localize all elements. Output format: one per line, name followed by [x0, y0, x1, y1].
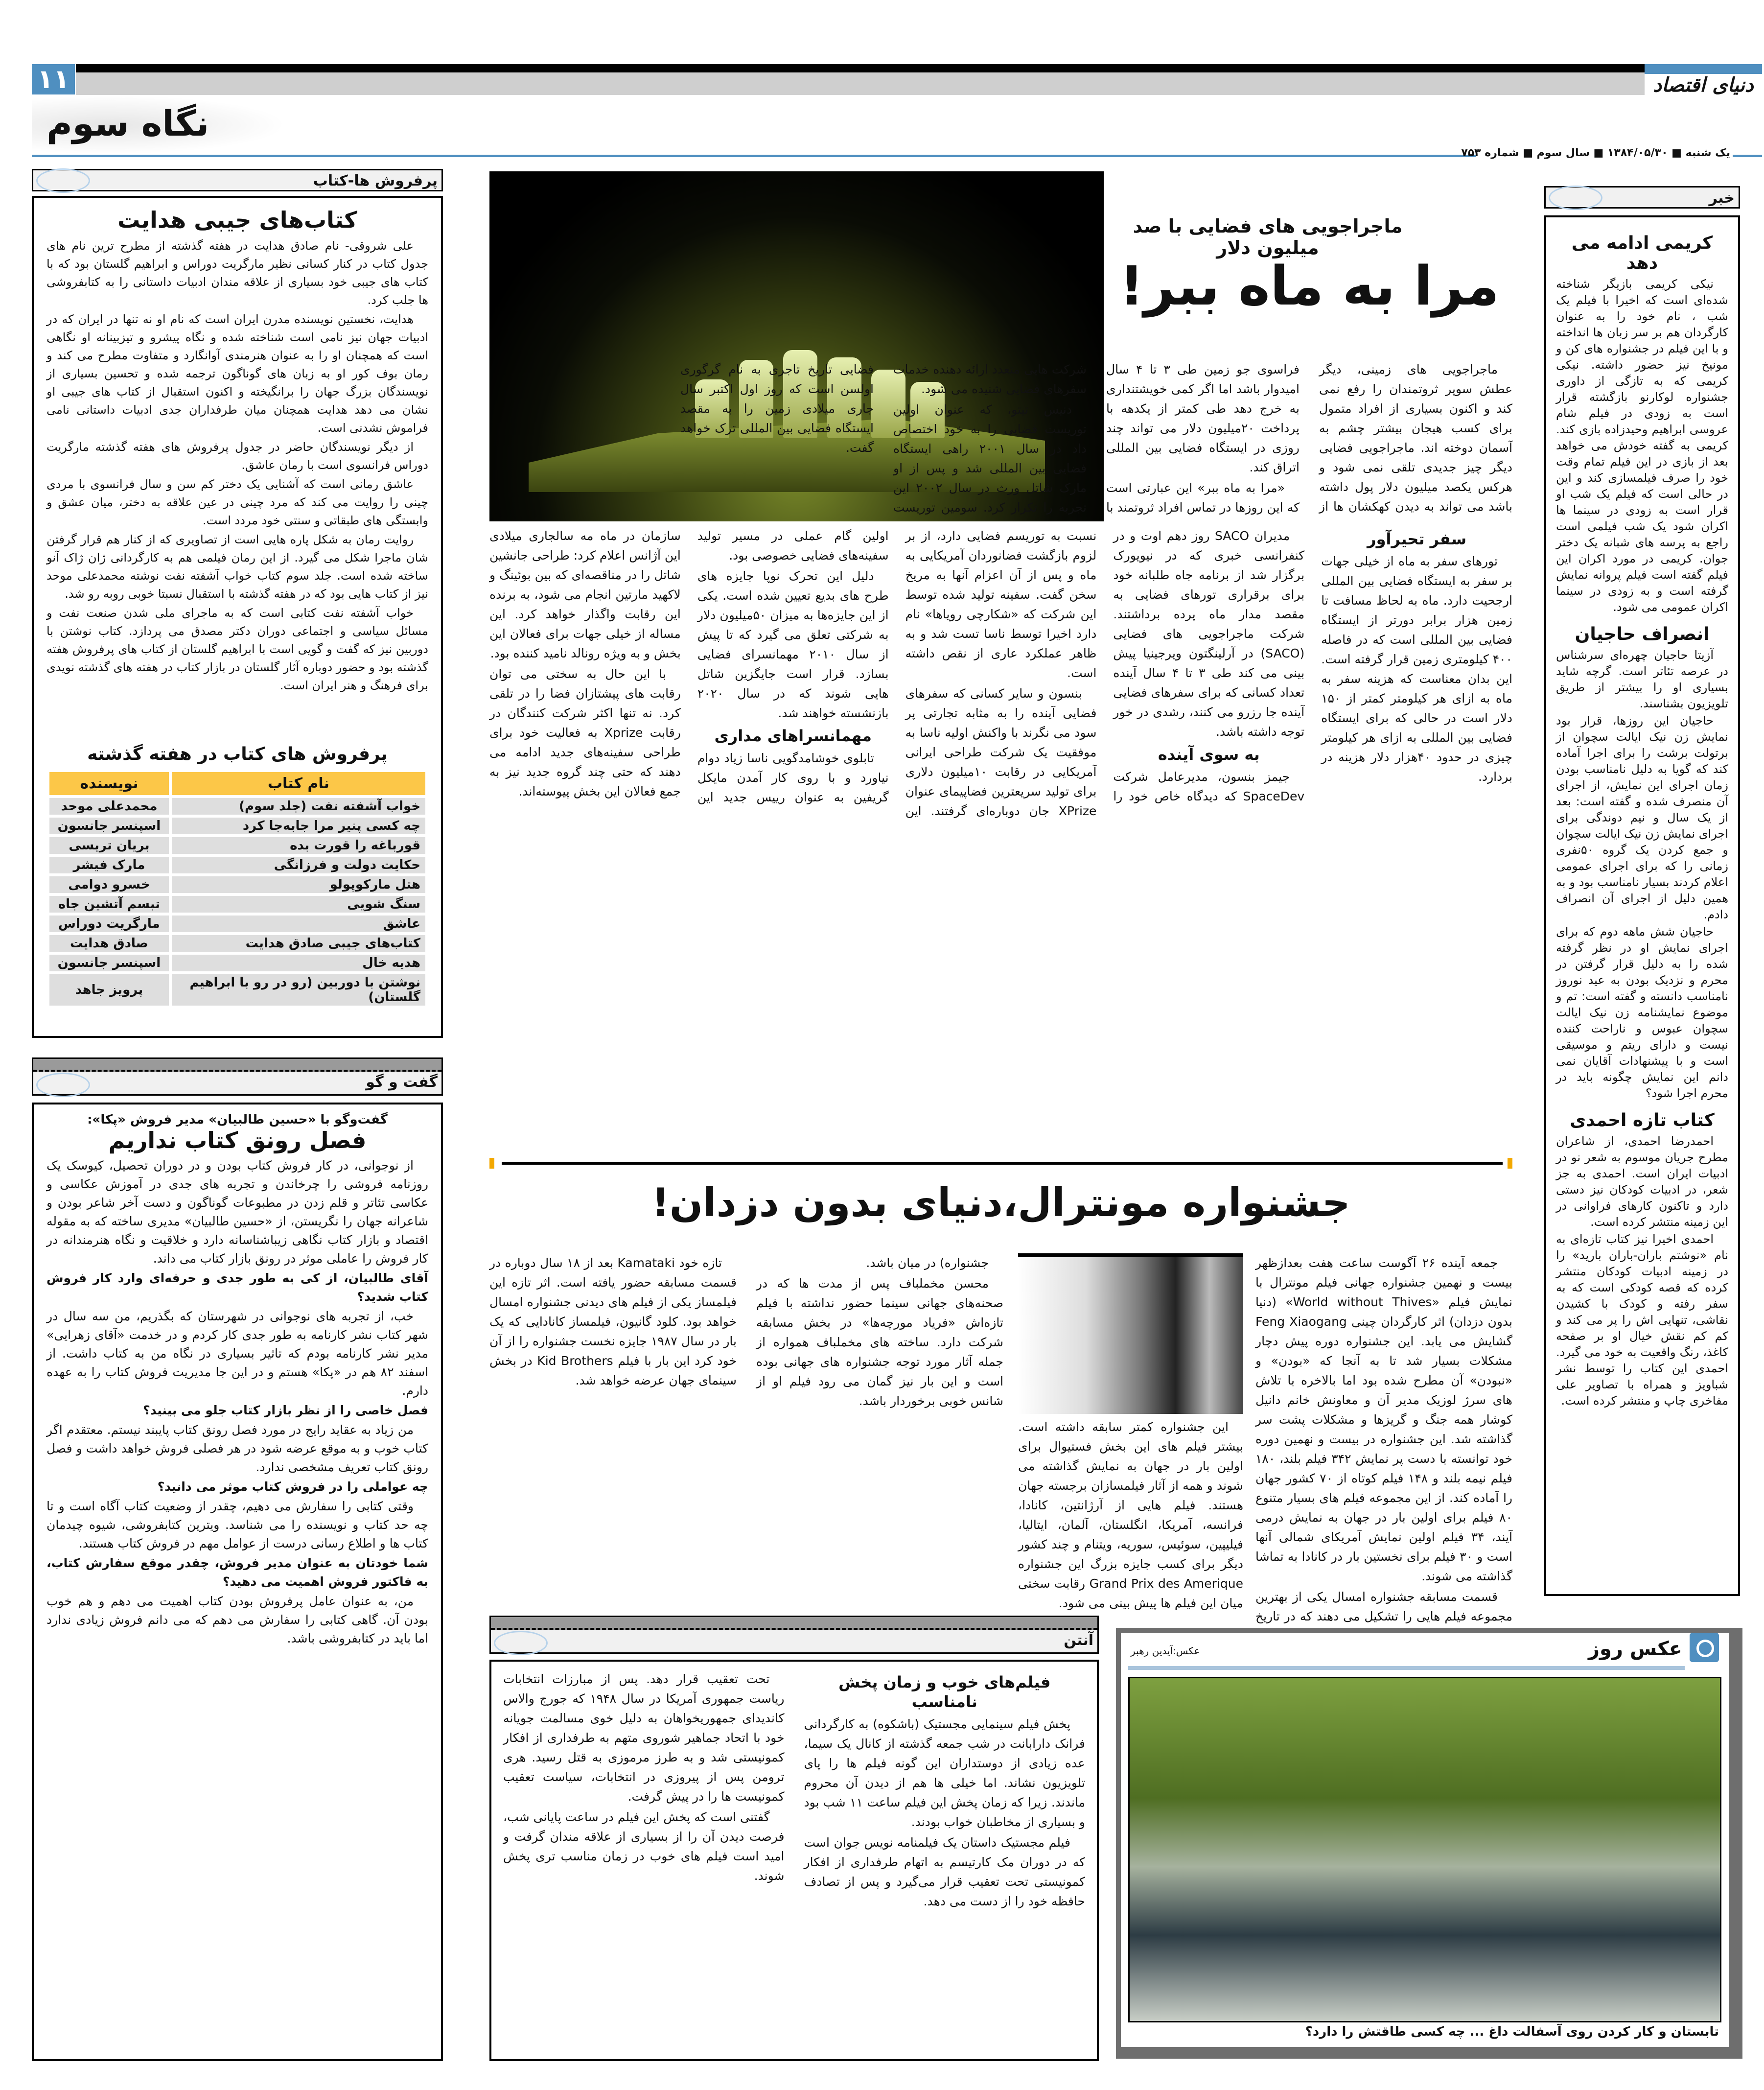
header-bar	[33, 1059, 441, 1072]
article-title: فیلم‌های خوب و زمان پخش نامناسب	[838, 1673, 1051, 1711]
table-row	[49, 818, 425, 834]
paragraph: تحت تعقیب قرار دهد. پس از مبارزات انتخابات ریاست جمهوری آمریکا در سال ۱۹۴۸ که جورج والاس کاندیدای جمهوریخواهان به دلیل خوی مسالمت جویانه خود با اتحاد جماهیر شوروی متهم به طرفداری از افکار کمونیستی شد و به طرز مرموزی به قتل رسید. هری ترومن پس از پیروزی در انتخابات، سیاست تعقیب کمونیست ها را در پیش گرفت.	[503, 1672, 785, 1804]
paragraph: تازه خود Kamataki بعد از ۱۸ سال دوباره در قسمت مسابقه حضور یافته است. اثر تازه این فیلمساز یکی از فیلم های دیدنی جشنواره امسال خواهد بود. کلود گانیون، فیلمساز کانادایی که یک بار در سال ۱۹۸۷ جایزه نخست جشنواره را از آن خود کرد این بار با فیلم Kid Brothers در بخش سینمای جهان عرضه خواهد شد.	[489, 1256, 737, 1387]
book-title-cell: هتل مارکوپولو	[172, 876, 425, 893]
table-row	[49, 935, 425, 952]
bestsellers-article	[32, 196, 443, 1038]
author-cell: مارگریت دوراس	[49, 916, 169, 932]
bestsellers-table	[46, 769, 428, 1009]
masthead-bar	[76, 64, 1645, 72]
paragraph: بنسون و سایر کسانی که سفرهای فضایی آینده را به مثابه تجارتی پر سود می نگرند با واکنش اولیه ناسا به موفقیت یک شرکت طراحی ایرانی آمریکایی در رقابت ۱۰میلیون دلاری برای تولید سریعترین فضاپیمای عنوان XPrize جان دوباره‌ای گرفتند. این اولین گام عملی در مسیر تولید سفینه‌های فضایی خصوصی بود.	[697, 529, 1097, 818]
news-item-body	[1556, 647, 1728, 1102]
book-title-cell: نوشتن با دوربین (رو در رو با ابراهیم گلستان)	[172, 974, 425, 1006]
column-header-author: نویسنده	[49, 772, 169, 795]
interview-question: آقای طالبیان، از کی به طور جدی و حرفه‌ای وارد کار فروش کتاب شدید؟	[46, 1271, 428, 1304]
author-cell: صادق هدایت	[49, 935, 169, 952]
paragraph: تابلوی خوشامدگویی ناسا زیاد دوام نیاورد و با روی کار آمدن مایکل گریفین به عنوان رییس جدید این سازمان در ماه مه سالجاری میلادی این آژانس اعلام کرد: طراحی جانشین شاتل را در مناقصه‌ای که بین بوئینگ و لاکهید مارتین انجام می شود، به برنده این رقابت واگذار خواهد کرد. این مساله از خیلی جهات برای فعالان این بخش و به ویژه رونالد نامید کننده بود.	[489, 529, 889, 804]
asphalt-worker-photo	[1128, 1677, 1721, 2022]
paragraph: احمدی اخیرا نیز کتاب تازه‌ای به نام «نوشتم باران-باران بارید» را در زمینه ادبیات کودکان منتشر کرده که قصه کودکی است که به سفر رفته و کودک با کشیدن نقاشی، تنهایی اش را پر می کند و کم کم نقش خیال او بر صفحه کاغذ، رنگ واقعیت به خود می گیرد. احمدی این کتاب را توسط نشر شباویز و همراه با تصاویر علی مفاخری چاپ و منتشر کرده است.	[1556, 1232, 1728, 1408]
news-item-title: انصراف حاجیان	[1575, 624, 1710, 644]
book-title-cell: قورباغه را قورت بده	[172, 837, 425, 854]
article-kicker: گفت‌وگو با «حسین طالبیان» مدیر فروش «پکا»:	[87, 1112, 388, 1127]
news-section-header	[1544, 186, 1740, 209]
subhead: مهمانسراهای مداری	[714, 727, 872, 745]
author-cell: بریان تریسی	[49, 837, 169, 854]
author-cell: اسپنسر جانسون	[49, 818, 169, 834]
article-title: فصل رونق کتاب نداریم	[108, 1127, 367, 1153]
subhead: سفر تحیرآور	[1367, 530, 1467, 548]
paragraph: جشنواره) در میان باشد.	[866, 1256, 989, 1270]
book-title-cell: عاشق	[172, 916, 425, 932]
paragraph: قسمت مسابقه جشنواره امسال یکی از بهترین مجموعه فیلم هایی را تشکیل می دهند که در تاریخ	[1255, 1590, 1512, 1623]
section-label: پرفروش ها-کتاب	[313, 172, 438, 189]
paragraph: از دیگر نویسندگان حاضر در جدول پرفروش های هفته گذشته مارگریت دوراس فرانسوی است با رمان عاشق.	[46, 440, 428, 472]
table-row	[49, 974, 425, 1006]
page-number: ۱۱	[32, 64, 75, 94]
interview-question: چه عواملی را در فروش کتاب موثر می دانید؟	[157, 1479, 428, 1494]
table-row	[49, 798, 425, 815]
article-body-under-photo	[1018, 1417, 1243, 1610]
photo-caption: تابستان و کار کردن روی آسفالت داغ ... چه کسی طاقتش را دارد؟	[1305, 2024, 1719, 2039]
article-body-right	[1255, 1253, 1512, 1623]
paragraph: عاشق رمانی است که آشنایی یک دختر کم سن و سال فرانسوی با مردی چینی را روایت می کند که مرد چینی در عین علاقه به دختر، میان عشق و وابستگی های طبقاتی و سنتی خود مردد است.	[46, 477, 428, 527]
paragraph: ماجراجویی های زمینی، دیگر عطش سوپر ثروتمندان را رفع نمی کند و اکنون بسیاری از افراد متمول برای کسب هیجان بیشتر چشم به آسمان دوخته اند. ماجراجویی فضایی دیگر چیز جدیدی تلقی نمی شود و هرکس یکصد میلیون دلار پول داشته باشد می تواند به دیدن کهکشان ها از فراسوی جو زمین طی ۳ تا ۴ سال امیدوار باشد اما اگر کمی خویشتنداری به خرج دهد طی کمتر از یکدهه با پرداخت ۲۰میلیون دلار می تواند چند روزی در ایستگاه فضایی بین المللی اتراق کند.	[1106, 362, 1512, 514]
book-title-cell: هدیه خال	[172, 955, 425, 971]
paragraph: احمدرضا احمدی، از شاعران مطرح جریان موسوم به شعر نو در ادبیات ایران است. احمدی به جز شعر، در ادبیات کودکان نیز دستی دارد و تاکنون کارهای فراوانی در این زمینه منتشر کرده است.	[1556, 1134, 1728, 1229]
book-title-cell: سنگ شویی	[172, 896, 425, 913]
paragraph: این جشنواره کمتر سابقه داشته است. بیشتر فیلم های این بخش فستیوال برای اولین بار در جهان به نمایش گذاشته می شوند و همه از آثار فیلمسازان برجسته جهان هستند. فیلم هایی از آرژانتین، کانادا، فرانسه، آمریکا، انگلستان، آلمان، ایتالیا، فیلیپین، سوئیس، سوریه، ویتنام و چند کشور دیگر برای کسب جایزه بزرگ این جشنواره Grand Prix des Amerique رقابت سختی میان این فیلم ها پیش بینی می شود.	[1018, 1420, 1243, 1610]
header-bar	[491, 1617, 1097, 1630]
table-body	[49, 798, 425, 1006]
newspaper-logo: دنیای اقتصاد	[1653, 73, 1754, 96]
globe-icon	[1549, 186, 1602, 210]
logo-block	[1645, 64, 1762, 74]
section-marker	[1508, 1158, 1512, 1169]
author-cell: پرویز جاهد	[49, 974, 169, 1006]
news-item-title: کتاب تازه احمدی	[1570, 1110, 1715, 1130]
paragraph: علی شروقی- نام صادق هدایت در هفته گذشته از مطرح ترین نام های جدول کتاب در کنار کسانی نظیر مارگریت دوراس و ابراهیم گلستان بود که با کتاب های جیبی خود بسیاری از علاقه مندان ادبیات داستانی را به کتابفروشی ها جلب کرد.	[46, 239, 428, 307]
paragraph: روایت رمان به شکل پاره هایی است از تصاویری که از کنار هم قرار گرفتن شان ماجرا شکل می گیرد. از این رمان فیلمی هم به کارگردانی ژان ژاک آنو ساخته شده است. جلد سوم کتاب خواب آشفته نفت نوشته محمدعلی موحد نیز از کتاب هایی بود که در هفته گذشته با استقبال نسبتا خوبی روبه رو شد.	[46, 533, 428, 601]
article-headline: جشنواره مونترال،دنیای بدون دزدان!	[651, 1180, 1350, 1225]
globe-icon	[36, 1073, 90, 1097]
subhead: به سوی آینده	[1158, 745, 1260, 764]
table-row	[49, 857, 425, 873]
section-rule	[502, 1162, 1503, 1165]
photo-credit: عکس:آیدین رهبر	[1131, 1645, 1200, 1657]
paragraph: با این حال به سختی می توان رقابت های پیشتازان فضا را در تلقی کرد. نه تنها اکثر شرکت کنندگان در رقابت Xprize به فعالیت خود برای طراحی سفینه‌های جدید ادامه می دهند که حتی چند گروه جدید نیز به جمع فعالان این بخش پیوسته‌اند.	[489, 667, 681, 798]
antenna-section-header	[489, 1616, 1099, 1654]
book-title-cell: خواب آشفته نفت (جلد سوم)	[172, 798, 425, 815]
paragraph: گفتنی است که پخش این فیلم در ساعت پایانی شب، فرصت دیدن آن را از بسیاری از علاقه مندان گرفت و امید است فیلم های خوب در زمان مناسب تری پخش شوند.	[503, 1810, 785, 1883]
table-row	[49, 876, 425, 893]
header-divider-end	[1733, 155, 1762, 157]
camera-icon	[1690, 1633, 1719, 1662]
paragraph: هدایت، نخستین نویسنده مدرن ایران است که نام او نه تنها در ایران که در ادبیات جهان نیز نامی است شناخته شده و نگاه پیشرو و تیزبینانه او نگاهی است که همچنان او را به عنوان هنرمندی آوانگارد و متفاوت مطرح می کند و رمان بوف کور او به زبان های گوناگون ترجمه شده و تحسین بسیاری از نویسندگان بزرگ جهان را برانگیخته و اکنون استقبال از کتاب های جیبی او نشان می دهد هدایت همچنان میان طرفداران جدی ادبیات داستانی نامی فراموش نشدنی است.	[46, 312, 428, 435]
table-row	[49, 916, 425, 932]
photo-frame	[1121, 1633, 1729, 2047]
article-body	[503, 1669, 1085, 2051]
dateline: یک شنبه ■ ۱۳۸۴/۰۵/۳۰ ■ سال سوم ■ شماره ۷۵۳	[1461, 147, 1730, 159]
book-title-cell: کتاب‌های جیبی صادق هدایت	[172, 935, 425, 952]
interview-section-header	[32, 1057, 443, 1096]
globe-icon	[494, 1631, 548, 1655]
interview-article	[32, 1103, 443, 2061]
globe-icon	[36, 168, 90, 193]
article-headline: مرا به ماه ببر!	[1119, 255, 1500, 317]
book-title-cell: چه کسی پنیر مرا جابه‌جا کرد	[172, 818, 425, 834]
news-column	[1544, 215, 1740, 1596]
paragraph: حاجیان این روزها، قرار بود نمایش زن نیک ایالت سچوان از برتولت برشت را برای اجرا آماده کند که گویا به دلیل نامناسب بودن زمان اجرای این نمایش، از اجرای آن منصرف شده و گفته است: بعد از یک سال و نیم دوندگی برای اجرای نمایش زن نیک ایالت سچوان و جمع کردن یک گروه ۵۰نفری زمانی را که برای اجرای عمومی اعلام کردند بسیار نامناسب بود و به همین دلیل از اجرای آن انصراف دادم.	[1556, 714, 1728, 921]
article-body-left	[489, 1253, 1003, 1581]
section-label: عکس روز	[1588, 1638, 1682, 1660]
header-rule	[1128, 1666, 1685, 1670]
table-row	[49, 896, 425, 913]
table-row	[49, 837, 425, 854]
antenna-article	[489, 1660, 1099, 2061]
author-cell: مارک فیشر	[49, 857, 169, 873]
section-label: آنتن	[1064, 1632, 1093, 1649]
news-item-title: کریمی ادامه می دهد	[1571, 233, 1713, 273]
paragraph: وقتی کتابی را سفارش می دهیم، چقدر از وضعیت کتاب آگاه است و تا چه حد کتاب و نویسنده را می شناسد. ویترین کتابفروشی، شیوه چیدمان کتاب ها و اطلاع رسانی درست از عوامل مهم در فروش کتاب هستند.	[46, 1499, 428, 1550]
news-item-body	[1556, 1133, 1728, 1409]
bestsellers-section-header	[32, 169, 443, 191]
photo-of-the-day	[1116, 1628, 1742, 2059]
section-label: گفت و گو	[366, 1074, 438, 1091]
paragraph: از نوجوانی، در کار فروش کتاب بودن و در دوران تحصیل، کیوسک یک روزنامه فروشی را چرخاندن و تجربه های جدی در آموزش عکاسی و عکاسی تئاتر و قلم زدن در مطبوعات گوناگون و دست آخر شاعر بودن و شاعرانه جهان را نگریستن، از «حسین طالبیان» مدیری ساخته که به مقوله اقتصاد و بازار کتاب نگاهی زیباشناسانه دارد و خلاقیت و نگاه هنرمندانه در کار فروش را عاملی موثر در رونق بازار کتاب می داند.	[46, 1158, 428, 1266]
paragraph: مدیران SACO روز دهم اوت و در کنفرانسی خبری که در نیویورک برگزار شد از برنامه جاه طلبانه خود برای برقراری تورهای فضایی به مقصد مدار ماه پرده برداشتند. شرکت ماجراجویی های فضایی (SACO) در آرلینگتون ویرجینیا پیش بینی می کند طی ۳ تا ۴ سال آینده تعداد کسانی که برای سفرهای فضایی آینده جا رزرو می کنند، رشدی در خور توجه داشته باشد.	[1113, 529, 1305, 739]
interview-question: شما خودتان به عنوان مدیر فروش، چقدر موقع سفارش کتاب، به فاکتور فروش اهمیت می دهید؟	[46, 1556, 428, 1589]
section-marker	[489, 1158, 494, 1169]
paragraph: دنیس تیتو، که عنوان اولین توریست فضایی را به خود اختصاص داد در سال ۲۰۰۱ راهی ایستگاه فضایی بین المللی شد و پس از او مارک شاتل ورث در سال ۲۰۰۲ این تجربه را تکرار کرد. سومین توریست فضایی تاریخ تاجری به نام گرگوری اولسن است که روز اول اکتبر سال جاری میلادی زمین را به مقصد ایستگاه فضایی بین المللی ترک خواهد گفت.	[680, 362, 1087, 515]
paragraph: پخش فیلم سینمایی مجستیک (باشکوه) به کارگردانی فرانک دارابانت در شب جمعه گذشته از کانال یک سیما، عده زیادی از دوستداران این گونه فیلم ها را پای تلویزیون نشاند. اما خیلی ها هم از دیدن آن محروم ماندند. زیرا که زمان پخش این فیلم ساعت ۱۱ شب بود و بسیاری از مخاطبان خواب بودند.	[804, 1717, 1085, 1829]
paragraph: فیلم مجستیک داستان یک فیلمنامه نویس جوان است که در دوران مک کارتیسم به اتهام طرفداری از افکار کمونیستی تحت تعقیب قرار می‌گیرد و پس از تصادف حافظه خود را از دست می دهد.	[804, 1835, 1085, 1908]
article-body	[46, 1156, 428, 2028]
filmmaker-photo	[1018, 1253, 1243, 1414]
section-label: خبر	[1709, 189, 1735, 207]
section-title: نگاه سوم	[46, 103, 209, 144]
article-title: کتاب‌های جیبی هدایت	[117, 207, 357, 233]
paragraph: جیمز بنسون، مدیرعامل شرکت SpaceDev که دیدگاه خاص خود را نسبت به توریسم فضایی دارد، از بر لزوم بازگشت فضانوردان آمریکایی به ماه و پس از آن اعزام آنها به مریخ سخن گفت. سفینه تولید شده توسط این شرکت که «شکارچی رویاها» نام دارد اخیرا توسط ناسا تست شد و به ظاهر عملکرد عاری از نقص داشته است.	[905, 529, 1305, 803]
book-title-cell: حکایت دولت و فرزانگی	[172, 857, 425, 873]
author-cell: خسرو دوامی	[49, 876, 169, 893]
table-row	[49, 955, 425, 971]
paragraph: آزیتا حاجیان چهره‌ای سرشناس در عرصه تئاتر است. گرچه شاید بسیاری او را بیشتر از طریق تلویزیون بشناسند.	[1556, 648, 1728, 710]
paragraph: نیکی کریمی بازیگر شناخته شده‌ای است که اخیرا با فیلم یک شب ، نام خود را به عنوان کارگردان هم بر سر زبان ها انداخته و با این فیلم در جشنواره های کن و مونیخ نیز حضور داشته. نیکی کریمی که به تازگی از داوری جشنواره لوکارنو بازگشته قرار است به زودی در فیلم شام عروسی ابراهیم وحیدزاده بازی کند. کریمی به گفته خودش می خواهد بعد از بازی در این فیلم تمام وقت خود را صرف فیلمسازی کند و این در حالی است که فیلم یک شب او قرار است به زودی در سینما ها اکران شود یک شب فیلمی است راجع به پرسه های شبانه یک دختر جوان. کریمی در مورد اکران این فیلم گفته است فیلم پروانه نمایش گرفته است و به زودی در سینما اکران عمومی می شود.	[1556, 277, 1728, 614]
paragraph: من زیاد به عقاید رایج در مورد فصل رونق کتاب پایبند نیستم. معتقدم اگر کتاب خوب و به موقع عرضه شود در هر فصلی فروش خواهد داشت و فصل رونق کتاب تعریف مشخصی ندارد.	[46, 1423, 428, 1474]
article-kicker: ماجراجویی های فضایی با صد میلیون دلار	[1133, 215, 1403, 258]
paragraph: خواب آشفته نفت کتابی است که به ماجرای ملی شدن صنعت نفت و مسائل سیاسی و اجتماعی دوران دکتر مصدق می پردازد. کتاب نوشتن با دوربین نیز که گفت و گویی است با ابراهیم گلستان از کتاب های پرفروش هفته گذشته بود و حضور دوباره آثار گلستان در بازار کتاب در هفته های گذشته نویدی برای فرهنگ و هنر ایران است.	[46, 606, 428, 692]
author-cell: محمدعلی موحد	[49, 798, 169, 815]
news-item-body	[1556, 276, 1728, 615]
paragraph: محسن مخملباف پس از مدت ها که در صحنه‌های جهانی سینما حضور نداشته با فیلم تازه‌اش «فریاد مورچه‌ها» در بخش مسابقه شرکت دارد. ساخته های مخملباف همواره از جمله آثار مورد توجه جشنواره های جهانی بوده است و این بار نیز گمان می رود فیلم او از شانس خوبی برخوردار باشد.	[756, 1276, 1003, 1408]
article-body-main	[489, 526, 1512, 1141]
article-body	[46, 237, 428, 731]
paragraph: من، به عنوان عامل پرفروش بودن کتاب اهمیت می دهم و هم خوب بودن آن. گاهی کتابی را سفارش می دهم که می دانم فروش زیادی ندارد اما باید در کتابفروشی باشد.	[46, 1594, 428, 1645]
table-title: پرفروش های کتاب در هفته گذشته	[87, 744, 388, 764]
author-cell: اسپنسر جانسون	[49, 955, 169, 971]
column-header-book: نام کتاب	[172, 772, 425, 795]
paragraph: «مرا به ماه ببر» این عبارتی است که این روزها در تماس افراد ثروتمند با شرکت هایی متعدد ارائه دهنده خدمات سفرهای فضایی شنیده می شود.	[893, 362, 1300, 515]
paragraph: دلیل این تحرک نوپا جایزه های طرح های بدیع تعیین شده است. یکی از این جایزه‌ها به میزان ۵۰میلیون دلار به شرکتی تعلق می گیرد که تا پیش از سال ۲۰۱۰ مهمانسرای فضایی بسازد. قرار است جایگزین شاتل هایی شوند که در سال ۲۰۲۰ بازنشسته خواهند شد.	[697, 569, 889, 720]
interview-question: فصل خاصی را از نظر بازار کتاب جلو می بینید؟	[143, 1403, 428, 1417]
header-divider	[32, 155, 1476, 157]
article-body-top	[680, 360, 1512, 521]
paragraph: خب، از تجربه های نوجوانی در شهرستان که بگذریم، من سه سال در شهر کتاب نشر کارنامه به طور جدی کار کردم و در خدمت «آقای زهرایی» مدیر نشر کارنامه بودم که تاثیر بسیاری در نگاه من به کتاب داشت. از اسفند ۸۲ هم در «پکا» هستم و در این جا مدیریت فروش کتاب را به عهده دارم.	[46, 1309, 429, 1398]
paragraph: جمعه آینده ۲۶ آگوست ساعت هفت بعدازظهر بیست و نهمین جشنواره جهانی فیلم مونترال با نمایش فیلم «World without Thives» (دنیا بدون دزدان) اثر کارگردان چینی Feng Xiaogang گشایش می یابد. این جشنواره دوره پیش دچار مشکلات بسیار شد تا به آنجا که «بودن» و «نبودن» آن مطرح شده بود اما بالاخره با تلاش های سرژ لوزیک مدیر آن و معاونش خانم دانیل کوشار همه جنگ و گریزها و مشکلات پشت سر گذاشته شد. این جشنواره در بیست و نهمین دوره خود توانسته با دست پر نمایش ۳۴۲ فیلم بلند، ۱۸۰ فیلم نیمه بلند و ۱۴۸ فیلم کوتاه از ۷۰ کشور جهان را آماده کند. از این مجموعه فیلم های بسیار متنوع ۸۰ فیلم برای اولین بار در جهان به نمایش درمی آیند، ۳۴ فیلم اولین نمایش آمریکای شمالی آنها است و ۳۰ فیلم برای نخستین بار در کانادا به تماشا گذاشته می شوند.	[1255, 1256, 1512, 1583]
paragraph: حاجیان شش ماهه دوم که برای اجرای نمایش او در نظر گرفته شده را به دلیل قرار گرفتن در محرم و نزدیک بودن به عید نوروز نامناسب دانسته و گفته است: تم و موضوع نمایشنامه زن نیک ایالت سچوان عبوس و ناراحت کننده نیست و دارای ریتم و موسیقی است و با پیشنهادات آقایان نمی دانم این نمایش چگونه باید در محرم اجرا شود؟	[1556, 925, 1728, 1100]
author-cell: تبسم آتشین جاه	[49, 896, 169, 913]
paragraph: تورهای سفر به ماه از خیلی جهات بر سفر به ایستگاه فضایی بین المللی ارجحیت دارد. ماه به لحاظ مسافت تا زمین هزار برابر دورتر از ایستگاه فضایی بین المللی است که در فاصله ۴۰۰ کیلومتری زمین قرار گرفته است. این بدان معناست که هزینه سفر به ماه به ازای هر کیلومتر کمتر از ۱۵۰ دلار است در حالی که برای ایستگاه فضایی بین المللی به ازای هر کیلومتر چیزی در حدود ۴۰هزار دلار هزینه در بردارد.	[1321, 554, 1512, 784]
masthead-band	[76, 72, 1645, 95]
